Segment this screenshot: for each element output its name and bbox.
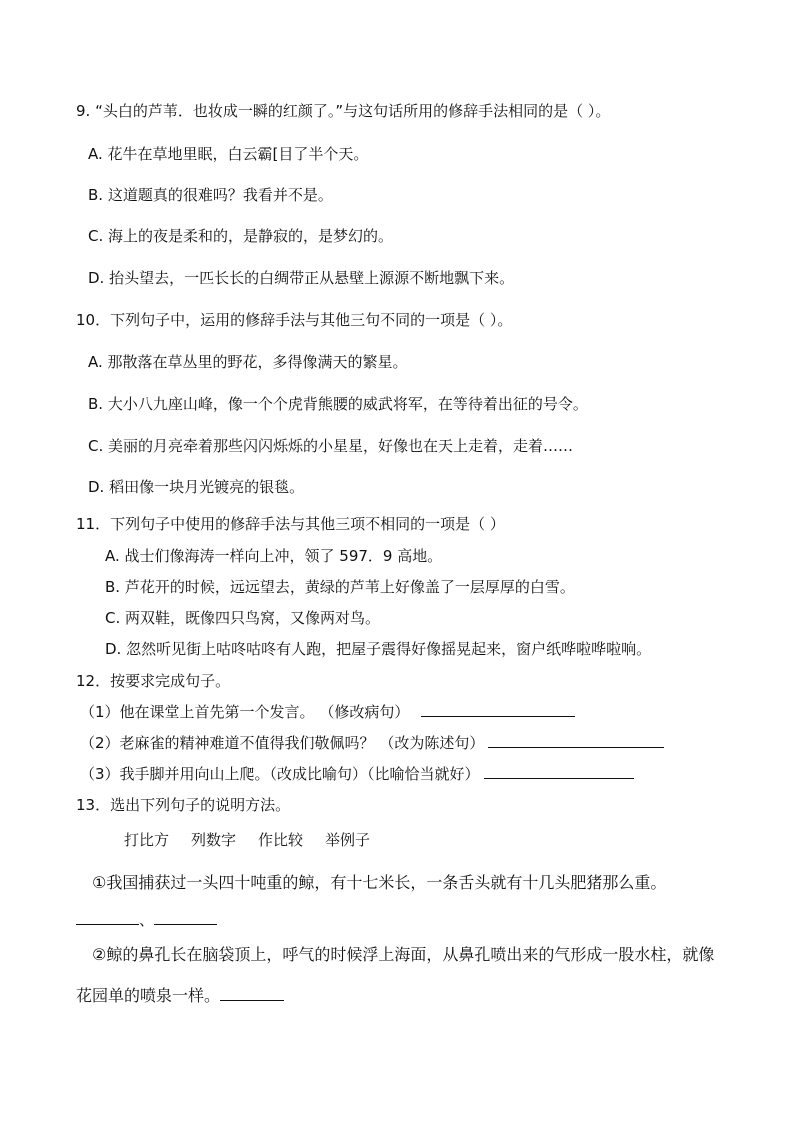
- q10-option-c: C. 美丽的月亮牵着那些闪闪烁烁的小星星，好像也在天上走着，走着……: [88, 437, 574, 455]
- q12-item-2-text: （2）老麻雀的精神难道不值得我们敬佩吗？ （改为陈述句）: [80, 734, 485, 752]
- q13-sentence-2-blank[interactable]: [220, 986, 284, 1001]
- q11-option-b: B. 芦花开的时候，远远望去，黄绿的芦苇上好像盖了一层厚厚的白雪。: [105, 578, 575, 596]
- q10-option-d: D. 稻田像一块月光镀亮的银毯。: [88, 478, 305, 496]
- q9-option-d: D. 抬头望去，一匹长长的白绸带正从悬壁上源源不断地飘下来。: [88, 269, 515, 287]
- q10-stem: 10．下列句子中，运用的修辞手法与其他三句不同的一项是（ ）。: [76, 311, 513, 329]
- q12-item-1: [80, 702, 575, 722]
- q11-option-a: A. 战士们像海涛一样向上冲，领了 597．9 高地。: [105, 547, 443, 565]
- q12-item-3: [80, 764, 634, 784]
- q11-option-d: D. 忽然听见街上咕咚咕咚有人跑，把屋子震得好像摇晃起来，窗户纸哗啦哗啦响。: [105, 640, 652, 658]
- q13-option-2: 列数字: [191, 831, 237, 849]
- q9-option-b: B. 这道题真的很难吗？我看并不是。: [88, 186, 333, 204]
- q13-sentence-1-blank-2[interactable]: [154, 910, 217, 925]
- q13-answer-separator: 、: [139, 911, 155, 929]
- q12-item-2: [80, 733, 664, 753]
- q13-method-options: [124, 830, 370, 850]
- q13-option-1: 打比方: [124, 831, 170, 849]
- q13-sentence-1-blank-1[interactable]: [76, 910, 139, 925]
- q9-option-c: C. 海上的夜是柔和的，是静寂的，是梦幻的。: [88, 227, 394, 245]
- q11-option-c: C. 两双鞋，既像四只鸟窝，又像两对鸟。: [105, 609, 381, 627]
- q12-stem: 12．按要求完成句子。: [76, 672, 231, 690]
- q11-stem: 11．下列句子中使用的修辞手法与其他三项不相同的一项是（ ）: [76, 515, 505, 533]
- q10-option-b: B. 大小八九座山峰，像一个个虎背熊腰的威武将军，在等待着出征的号令。: [88, 395, 588, 413]
- q10-option-a: A. 那散落在草丛里的野花，多得像满天的繁星。: [88, 353, 408, 371]
- q13-sentence-1: ①我国捕获过一头四十吨重的鲸，有十七米长，一条舌头就有十几头肥猪那么重。: [92, 873, 667, 892]
- q13-sentence-2-text: 花园单的喷泉一样。: [76, 986, 221, 1005]
- q13-sentence-2-line-1: ②鲸的鼻孔长在脑袋顶上，呼气的时候浮上海面，从鼻孔喷出来的气形成一股水柱，就像: [92, 945, 715, 964]
- q13-stem: 13．选出下列句子的说明方法。: [76, 796, 291, 814]
- q9-option-a: A. 花牛在草地里眠，白云霸[目了半个天。: [88, 145, 369, 163]
- q12-item-1-text: （1）他在课堂上首先第一个发言。 （修改病句）: [80, 703, 410, 721]
- q9-stem: 9. “头白的芦苇．也妆成一瞬的红颜了。”与这句话所用的修辞手法相同的是（ ）。: [76, 102, 611, 120]
- q13-sentence-2-line-2: [76, 986, 284, 1006]
- q12-item-3-answer-blank[interactable]: [484, 764, 634, 779]
- q12-item-1-answer-blank[interactable]: [421, 702, 575, 717]
- q12-item-2-answer-blank[interactable]: [488, 733, 664, 748]
- q13-option-4: 举例子: [325, 831, 371, 849]
- q13-option-3: 作比较: [258, 831, 304, 849]
- q12-item-3-text: （3）我手脚并用向山上爬。（改成比喻句）（比喻恰当就好）: [80, 765, 480, 783]
- q13-sentence-1-answers: [76, 910, 217, 930]
